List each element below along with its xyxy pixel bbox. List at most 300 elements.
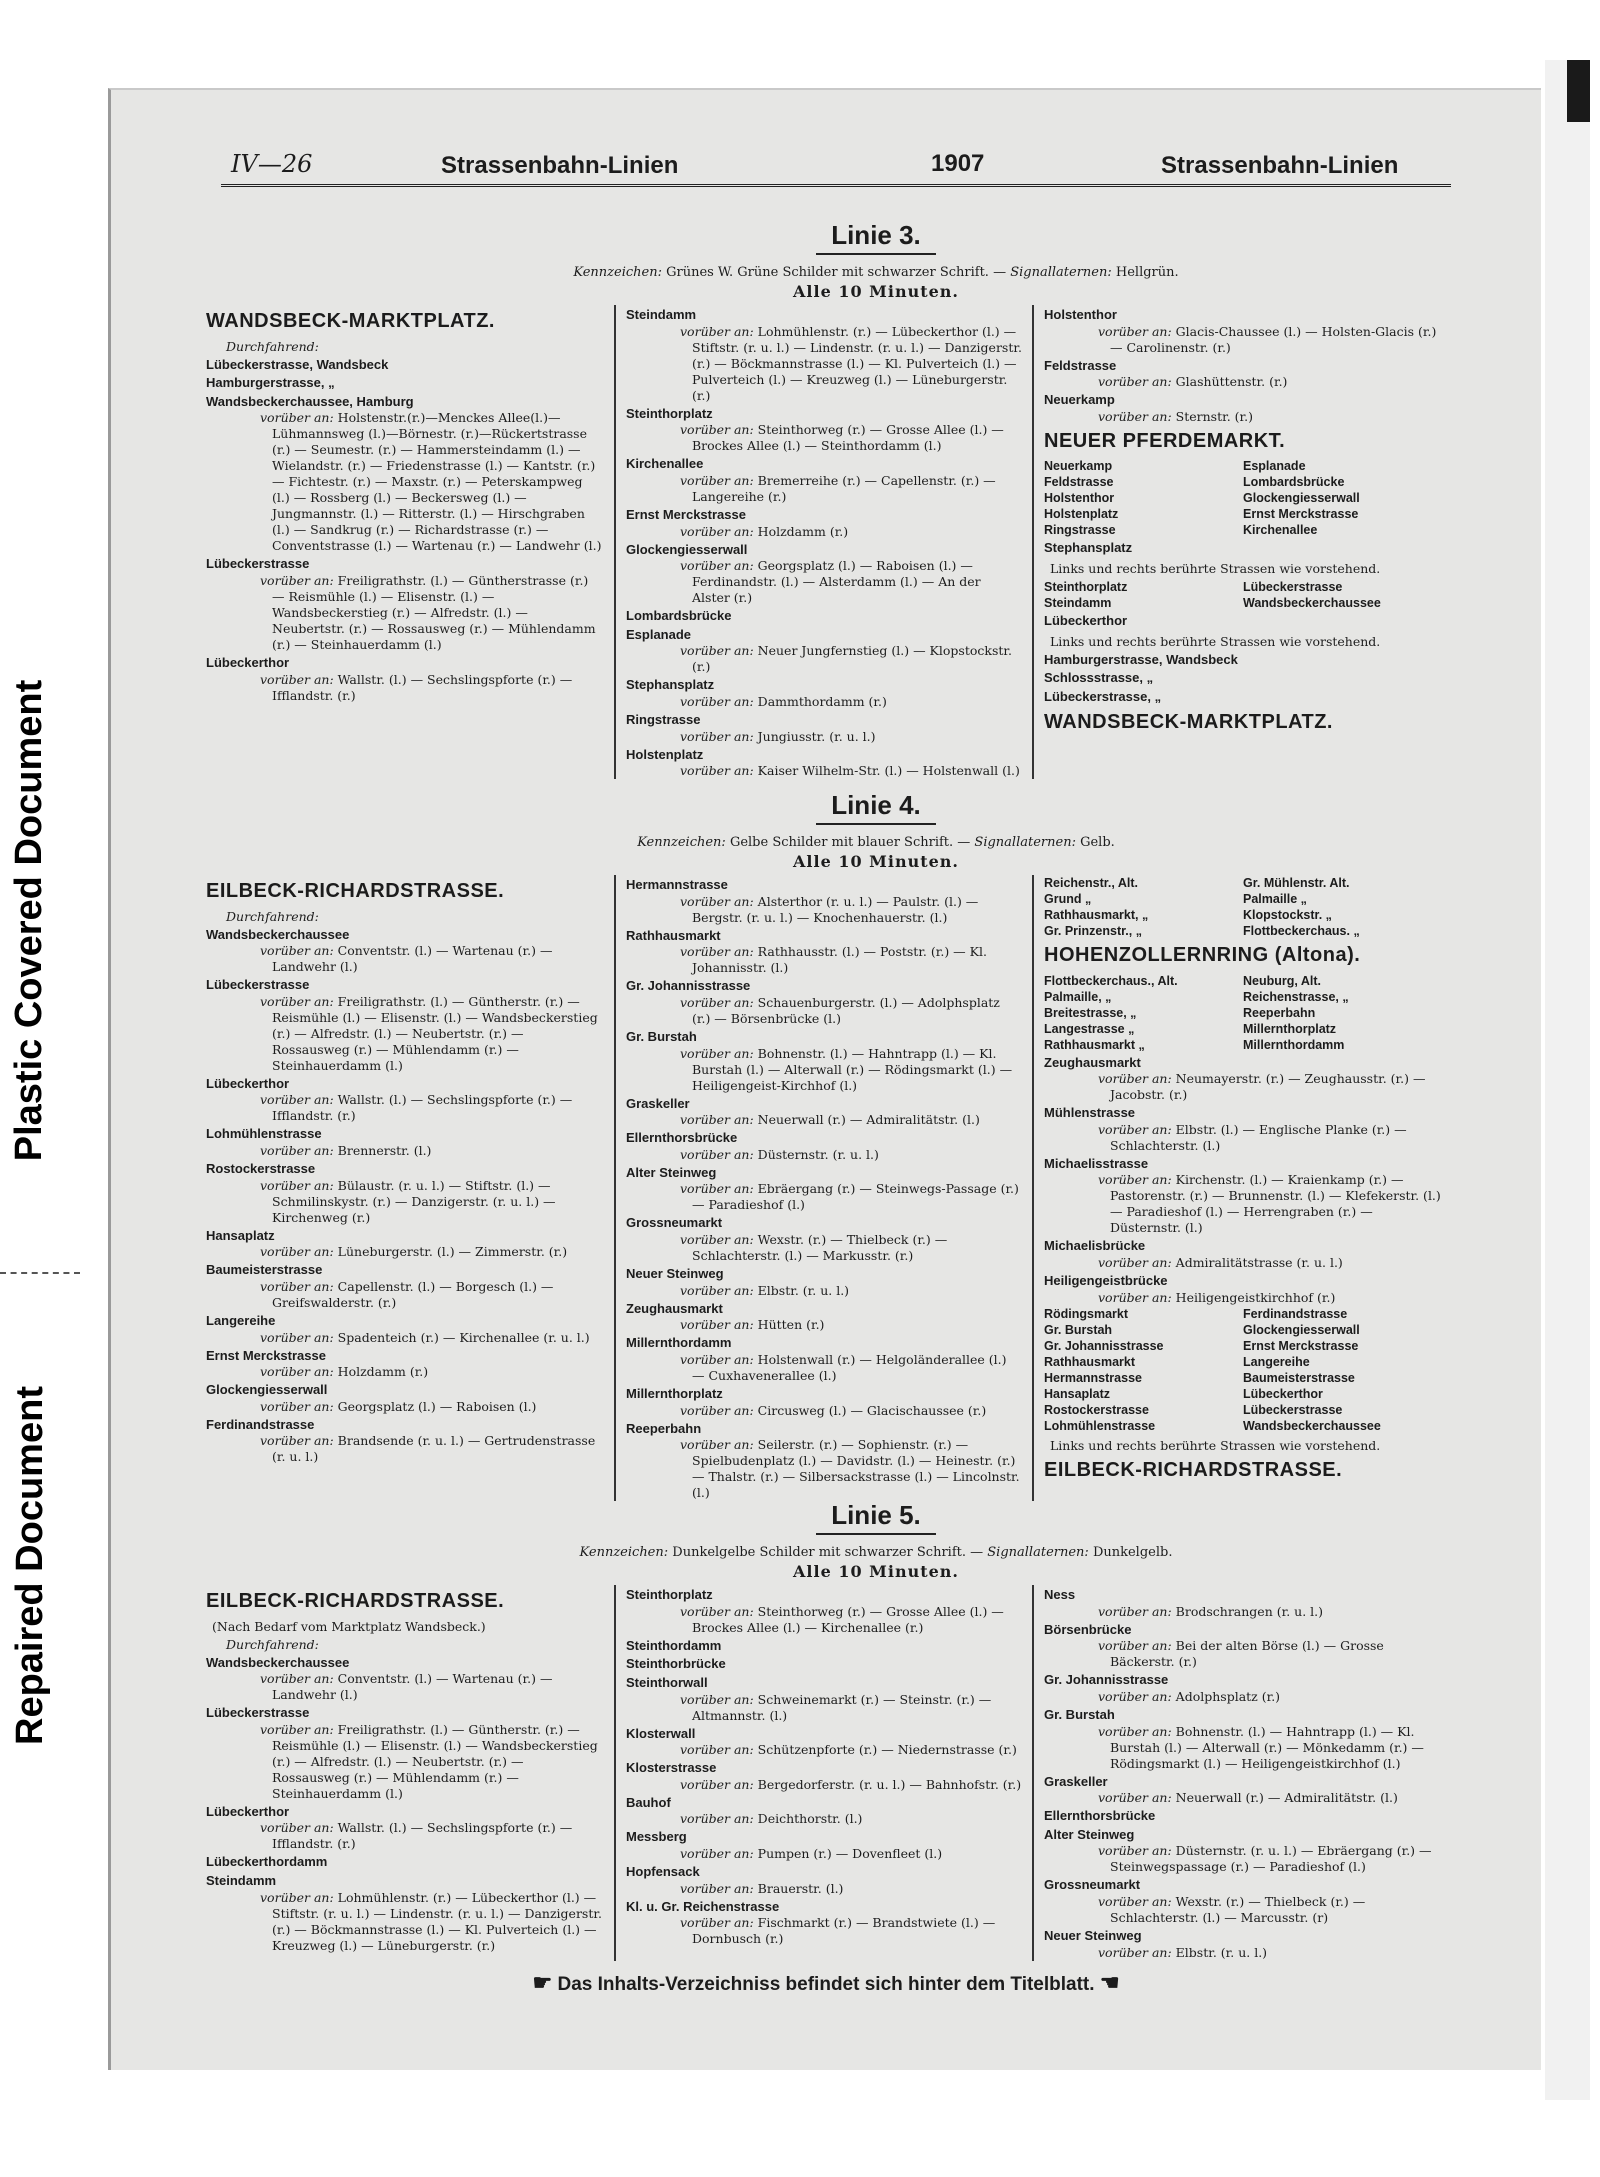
stop-name: Steinthorplatz — [1044, 580, 1128, 595]
stop-name: Feldstrasse — [1044, 357, 1117, 373]
stop-pair — [1044, 1322, 1442, 1338]
stop-name: Lübeckerstrasse, Wandsbeck — [206, 356, 389, 372]
stop-name: Neuerkamp — [1044, 459, 1113, 474]
via-label: vorüber an: — [260, 1143, 334, 1159]
stop-pair — [1044, 1386, 1442, 1402]
stop-name: Reeperbahn — [626, 1420, 702, 1436]
stop-name: Neuer Steinweg — [626, 1266, 724, 1281]
stop-name: Ringstrasse — [626, 712, 701, 727]
header-title-left: Strassenbahn-Linien — [441, 152, 679, 179]
stop-name: Gr. Johannisstrasse — [626, 978, 751, 994]
via-streets: Kaiser Wilhelm-Str. (l.) — Holstenwall (l.) — [757, 763, 1020, 779]
stop-pair — [1044, 973, 1442, 989]
page-header — [221, 150, 1451, 187]
black-tab — [1567, 60, 1590, 122]
passing-streets — [1044, 1790, 1442, 1806]
passing-streets — [626, 1352, 1022, 1384]
stop-name: Kirchenallee — [1243, 523, 1318, 538]
stop-name: Rathhausmarkt — [626, 927, 721, 943]
passing-streets — [206, 1330, 604, 1346]
passing-streets — [626, 1317, 1022, 1333]
stop-name: Lübeckerstrasse — [206, 556, 310, 572]
route-column-3 — [1034, 305, 1452, 779]
passing-streets — [206, 1279, 604, 1311]
stop-name: Lübeckerthor — [206, 655, 290, 671]
interval: Alle 10 Minuten. — [793, 1562, 959, 1581]
via-streets: Wallstr. (l.) — Sechslingspforte (r.) — Ifflandstr. (r.) — [272, 671, 573, 703]
stop-name: Hermannstrasse — [1044, 1370, 1142, 1385]
stop-name: Wandsbeckerchaussee — [206, 926, 350, 942]
via-streets: Neuerwall (r.) — Admiralitätstr. (l.) — [1175, 1790, 1398, 1806]
via-label: vorüber an: — [680, 1317, 754, 1333]
stop-name: Langestrasse „ — [1044, 1021, 1135, 1036]
route-column-1 — [196, 1585, 614, 1961]
passing-streets — [626, 944, 1022, 976]
via-streets: Brennerstr. (l.) — [337, 1143, 432, 1159]
passing-streets — [626, 1232, 1022, 1264]
stop-name: Hansaplatz — [206, 1227, 275, 1243]
line-title: Linie 5. — [816, 1500, 936, 1535]
via-streets: Wallstr. (l.) — Sechslingspforte (r.) — Ifflandstr. (r.) — [272, 1092, 573, 1124]
via-streets: Georgsplatz (l.) — Raboisen (l.) — Ferdinandstr. (l.) — Alsterdamm (l.) — An der Alster (r.) — [692, 558, 981, 606]
route-column-1 — [196, 875, 614, 1501]
signal-label: Signallaternen: — [987, 1545, 1089, 1560]
header-year: 1907 — [931, 150, 985, 177]
via-streets: Schauenburgerstr. (l.) — Adolphsplatz (r.) — Börsenbrücke (l.) — [692, 994, 1000, 1026]
stop-name: Kirchenallee — [626, 456, 704, 472]
via-label: vorüber an: — [680, 523, 754, 539]
passing-streets — [1044, 1638, 1442, 1670]
passing-streets — [1044, 1071, 1442, 1103]
via-label: vorüber an: — [680, 694, 754, 709]
via-streets: Circusweg (l.) — Glacischaussee (r.) — [757, 1402, 987, 1418]
line-title: Linie 3. — [816, 220, 936, 255]
via-label: vorüber an: — [680, 1402, 754, 1418]
stop-name: Glockengiesserwall — [626, 541, 748, 557]
stop-pair — [1044, 875, 1442, 891]
stop-name: Alter Steinweg — [626, 1164, 717, 1180]
stop-name: Ernst Merckstrasse — [1243, 1338, 1359, 1353]
stop-name: Reichenstr., Alt. — [1044, 876, 1139, 890]
signal-text: Hellgrün. — [1115, 265, 1179, 280]
terminus-heading: HOHENZOLLERNRING (Altona). — [1044, 944, 1361, 966]
passing-streets — [1044, 409, 1442, 425]
route-columns — [196, 875, 1556, 1501]
footer-text: Das Inhalts-Verzeichniss befindet sich hinter dem Titelblatt. — [557, 1974, 1095, 1995]
via-label: vorüber an: — [260, 1721, 334, 1737]
stop-name: Graskeller — [1044, 1773, 1108, 1789]
via-streets: Admiralitätstrasse (r. u. l.) — [1175, 1255, 1343, 1271]
stop-name: Glockengiesserwall — [1243, 491, 1360, 506]
via-streets: Elbstr. (r. u. l.) — [757, 1282, 850, 1298]
repaired-label: Repaired Document — [8, 1385, 51, 1745]
via-streets: Ebräergang (r.) — Steinwegs-Passage (r.) — Paradieshof (l.) — [692, 1181, 1019, 1213]
passing-streets — [206, 573, 604, 653]
route-column-3 — [1034, 1585, 1452, 1961]
stop-name: Klosterstrasse — [626, 1760, 717, 1776]
passing-streets — [626, 1181, 1022, 1213]
kennzeichen-label: Kennzeichen: — [573, 265, 662, 280]
stop-name: Ferdinandstrasse — [1243, 1306, 1348, 1321]
via-label: vorüber an: — [680, 1181, 754, 1197]
passing-streets — [1044, 1604, 1442, 1620]
via-streets: Schweinemarkt (r.) — Steinstr. (r.) — Altmannstr. (l.) — [692, 1691, 992, 1723]
stop-pair — [1044, 490, 1442, 506]
terminus-heading: EILBECK-RICHARDSTRASSE. — [206, 1590, 505, 1612]
signal-text: Dunkelgelb. — [1092, 1545, 1173, 1560]
passing-streets — [206, 1244, 604, 1260]
passing-streets — [626, 1742, 1022, 1758]
stop-pair — [1044, 923, 1442, 939]
via-label: vorüber an: — [680, 1846, 754, 1861]
through-label: Durchfahrend: — [226, 1636, 319, 1652]
stop-name: Lohmühlenstrasse — [1044, 1418, 1156, 1433]
stop-name: Holstenthor — [1044, 491, 1115, 506]
stop-pair — [1044, 907, 1442, 923]
kennzeichen-label: Kennzeichen: — [579, 1545, 669, 1560]
stop-name: Rathhausmarkt, „ — [1044, 908, 1149, 922]
interval: Alle 10 Minuten. — [793, 852, 959, 871]
line-title: Linie 4. — [816, 790, 936, 825]
stop-name: Lübeckerstrasse — [1243, 580, 1343, 595]
via-streets: Conventstr. (l.) — Wartenau (r.) — Landwehr (l.) — [272, 943, 553, 975]
stop-name: Heiligengeistbrücke — [1044, 1273, 1168, 1289]
via-streets: Holzdamm (r.) — [337, 1364, 429, 1380]
passing-streets — [206, 943, 604, 975]
passing-streets — [206, 1722, 604, 1802]
passing-streets — [626, 1692, 1022, 1724]
via-streets: Düsternstr. (r. u. l.) — Ebräergang (r.) — Steinwegspassage (r.) — Paradieshof (l.) — [1110, 1843, 1432, 1875]
passing-streets — [626, 524, 1022, 540]
via-label: vorüber an: — [260, 1329, 334, 1345]
passing-streets — [206, 1671, 604, 1703]
stop-name: Wandsbeckerchaussee — [206, 1654, 350, 1670]
route-note: Links und rechts berührte Strassen wie vorstehend. — [1050, 633, 1381, 649]
via-label: vorüber an: — [260, 1671, 334, 1687]
via-label: vorüber an: — [1098, 1638, 1172, 1654]
stop-name: Klosterwall — [626, 1725, 696, 1741]
via-streets: Sternstr. (r.) — [1175, 408, 1253, 424]
passing-streets — [206, 672, 604, 704]
passing-streets — [206, 410, 604, 554]
via-streets: Elbstr. (l.) — Englische Planke (r.) — Schlachterstr. (l.) — [1110, 1121, 1407, 1153]
through-label: Durchfahrend: — [226, 338, 319, 354]
passing-streets — [206, 1890, 604, 1954]
stop-name: Lübeckerstrasse — [206, 977, 310, 993]
stop-name: Hermannstrasse — [626, 877, 728, 892]
via-streets: Lohmühlenstr. (r.) — Lübeckerthor (l.) — Stiftstr. (r. u. l.) — Lindenstr. (r. u. l.) — Danzigerstr. (r.) — Böckmannstrasse (l.) — Kl. Pulverteich (l.) — Pulverteich (l.) — Kreuzweg (l.) — Lüneburgerstr. (r.) — [692, 323, 1022, 403]
stop-pair — [1044, 1402, 1442, 1418]
via-label: vorüber an: — [1098, 1944, 1172, 1960]
via-label: vorüber an: — [680, 1351, 754, 1367]
stop-name: Neuburg, Alt. — [1243, 973, 1322, 988]
stop-name: Flottbeckerchaus. „ — [1243, 924, 1360, 938]
stop-name: Klopstockstr. „ — [1243, 908, 1332, 922]
passing-streets — [1044, 1843, 1442, 1875]
via-streets: Alsterthor (r. u. l.) — Paulstr. (l.) — Bergstr. (r. u. l.) — Knochenhauerstr. (l.) — [692, 893, 979, 925]
via-streets: Glashüttenstr. (r.) — [1175, 374, 1288, 390]
kennzeichen — [196, 835, 1556, 850]
via-label: vorüber an: — [260, 1177, 334, 1193]
via-streets: Holzdamm (r.) — [757, 523, 849, 539]
stop-name: Rathhausmarkt — [1044, 1354, 1135, 1369]
stop-name: Ernst Merckstrasse — [626, 506, 746, 522]
passing-streets — [626, 1846, 1022, 1862]
via-label: vorüber an: — [680, 1691, 754, 1707]
via-label: vorüber an: — [680, 1742, 754, 1758]
passing-streets — [626, 473, 1022, 505]
stop-name: Gr. Johannisstrasse — [1044, 1338, 1164, 1353]
linie-3-section — [196, 220, 1556, 779]
stop-name: Lübeckerthor — [206, 1803, 290, 1819]
stop-name: Langereihe — [1243, 1354, 1310, 1369]
passing-streets — [626, 1811, 1022, 1827]
via-streets: Lohmühlenstr. (r.) — Lübeckerthor (l.) — Stiftstr. (r. u. l.) — Lindenstr. (r. u. l.) — Danzigerstr. (r.) — Böckmannstrasse (l.) — Kl. Pulverteich (l.) — Kreuzweg (l.) — Lüneburgerstr. (r.) — [272, 1889, 602, 1953]
via-label: vorüber an: — [680, 1437, 754, 1453]
stop-name: Flottbeckerchaus., Alt. — [1044, 973, 1178, 988]
via-streets: Neuer Jungfernstieg (l.) — Klopstockstr. (r.) — [692, 643, 1012, 675]
via-streets: Brandsende (r. u. l.) — Gertrudenstrasse (r. u. l.) — [272, 1433, 596, 1465]
stop-name: Lohmühlenstrasse — [206, 1126, 322, 1142]
via-streets: Rathhausstr. (l.) — Poststr. (r.) — Kl. Johannisstr. (l.) — [692, 944, 987, 976]
stop-name: Wandsbeckerchaussee — [1243, 596, 1381, 611]
stop-name: Bauhof — [626, 1794, 671, 1810]
stop-name: Hamburgerstrasse, Wandsbeck — [1044, 651, 1238, 667]
stop-name: Steindamm — [1044, 596, 1112, 611]
via-streets: Neumayerstr. (r.) — Zeughausstr. (r.) — Jacobstr. (r.) — [1110, 1071, 1426, 1103]
via-streets: Georgsplatz (l.) — Raboisen (l.) — [337, 1398, 537, 1414]
stop-name: Lübeckerstrasse, „ — [1044, 688, 1162, 704]
stop-name: Steinthorbrücke — [626, 1656, 726, 1672]
stop-name: Michaelisbrücke — [1044, 1238, 1146, 1254]
via-streets: Glacis-Chaussee (l.) — Holsten-Glacis (r.) — Carolinenstr. (r.) — [1110, 323, 1437, 355]
stop-pair — [1044, 474, 1442, 490]
stop-name: Langereihe — [206, 1312, 276, 1328]
via-streets: Freiligrathstr. (l.) — Güntherstrasse (r.) — Reismühle (l.) — Elisenstr. (l.) — Wandsbeckerstieg (r.) — Alfredstr. (l.) — Neubertstr. (r.) — Rossausweg (r.) — Mühlendamm (r.) — Steinhauerdamm (l.) — [272, 573, 596, 653]
via-streets: Holstenstr.(r.)—Menckes Allee(l.)—Lühmannsweg (l.)—Börnestr. (r.)—Rückertstrasse (r.) — Seumestr. (r.) — Hammersteindamm (l.) — Wielandstr. (r.) — Friedenstrasse (l.) — Kantstr. (r.) — Fichtestr. (r.) — Maxstr. (r.) — Peterskampweg (l.) — Rossberg (l.) — Beckersweg (l.) — Jungmannstr. (l.) — Ritterstr. (l.) — Hirschgraben (l.) — Sandkrug (r.) — Richardstrasse (r.) — Conventstrasse (l.) — Wartenau (r.) — Landwehr (l.) — [272, 410, 602, 554]
stop-name: Lübeckerthor — [1243, 1386, 1323, 1401]
route-columns — [196, 1585, 1556, 1961]
stop-pair — [1044, 522, 1442, 538]
via-streets: Adolphsplatz (r.) — [1175, 1688, 1281, 1704]
stop-name: Ferdinandstrasse — [206, 1416, 315, 1432]
via-label: vorüber an: — [1098, 1289, 1172, 1305]
passing-streets — [626, 763, 1022, 779]
footer-note — [111, 1970, 1541, 1996]
stop-name: Gr. Johannisstrasse — [1044, 1672, 1169, 1688]
stop-name: Gr. Burstah — [626, 1028, 697, 1044]
via-label: vorüber an: — [680, 893, 754, 909]
stop-name: Stephansplatz — [626, 677, 715, 693]
stop-name: Zeughausmarkt — [1044, 1054, 1141, 1070]
stop-name: Breitestrasse, „ — [1044, 1005, 1137, 1020]
kennzeichen — [196, 1545, 1556, 1560]
passing-streets — [626, 1112, 1022, 1128]
via-streets: Hütten (r.) — [757, 1317, 825, 1333]
route-note: Links und rechts berührte Strassen wie vorstehend. — [1050, 561, 1381, 577]
via-label: vorüber an: — [260, 1820, 334, 1836]
via-label: vorüber an: — [1098, 1723, 1172, 1739]
stop-name: Neuerkamp — [1044, 392, 1115, 408]
plastic-covered-label: Plastic Covered Document — [8, 679, 51, 1161]
stop-name: Grossneumarkt — [626, 1215, 723, 1231]
passing-streets — [1044, 1122, 1442, 1154]
stop-pair — [1044, 1370, 1442, 1386]
via-streets: Bergedorferstr. (r. u. l.) — Bahnhofstr. (r.) — [757, 1776, 1022, 1792]
via-streets: Wexstr. (r.) — Thielbeck (r.) — Schlachterstr. (l.) — Markusstr. (r.) — [692, 1232, 948, 1263]
stop-name: Ernst Merckstrasse — [206, 1347, 326, 1363]
passing-streets — [1044, 1894, 1442, 1926]
pointing-hand-left-icon: ☚ — [1099, 1970, 1120, 1995]
stop-name: Palmaille „ — [1243, 892, 1307, 906]
passing-streets — [206, 994, 604, 1074]
passing-streets — [1044, 1172, 1442, 1236]
stop-name: Kl. u. Gr. Reichenstrasse — [626, 1898, 780, 1914]
passing-streets — [1044, 1724, 1442, 1772]
via-streets: Deichthorstr. (l.) — [757, 1811, 863, 1827]
via-label: vorüber an: — [680, 944, 754, 960]
stop-name: Gr. Burstah — [1044, 1706, 1115, 1722]
stop-name: Schlossstrasse, „ — [1044, 670, 1154, 686]
via-streets: Elbstr. (r. u. l.) — [1175, 1944, 1268, 1960]
via-label: vorüber an: — [680, 472, 754, 488]
page-number: IV—26 — [231, 150, 313, 178]
side-divider — [0, 1272, 80, 1274]
via-streets: Wexstr. (r.) — Thielbeck (r.) — Schlachterstr. (l.) — Marcusstr. (r) — [1110, 1894, 1366, 1925]
passing-streets — [626, 1437, 1022, 1501]
passing-streets — [1044, 1255, 1442, 1271]
via-label: vorüber an: — [260, 1244, 334, 1260]
stop-pair — [1044, 1021, 1442, 1037]
stop-pair — [1044, 579, 1442, 595]
route-column-1 — [196, 305, 614, 779]
passing-streets — [626, 1604, 1022, 1636]
via-streets: Fischmarkt (r.) — Brandstwiete (l.) — Dornbusch (r.) — [692, 1915, 996, 1947]
stop-name: Steindamm — [206, 1873, 277, 1889]
stop-name: Ellernthorsbrücke — [626, 1130, 738, 1146]
signal-text: Gelb. — [1080, 835, 1115, 850]
via-streets: Freiligrathstr. (l.) — Güntherstr. (r.) — Reismühle (l.) — Elisenstr. (l.) — Wandsbeckerstieg (r.) — Alfredstr. (l.) — Neubertstr. (r.) — Rossausweg (r.) — Mühlendamm (r.) — Steinhauerdamm (l.) — [272, 1721, 598, 1801]
passing-streets — [626, 324, 1022, 404]
passing-streets — [206, 1143, 604, 1159]
stop-pair — [1044, 891, 1442, 907]
stop-name: Gr. Burstah — [1044, 1322, 1113, 1337]
via-label: vorüber an: — [1098, 1688, 1172, 1704]
via-streets: Pumpen (r.) — Dovenfleet (l.) — [757, 1846, 943, 1861]
stop-name: Steinthorwall — [626, 1674, 708, 1690]
terminus-heading: EILBECK-RICHARDSTRASSE. — [1044, 1458, 1343, 1481]
via-label: vorüber an: — [260, 1889, 334, 1905]
via-label: vorüber an: — [680, 1915, 754, 1931]
stop-name: Rostockerstrasse — [1044, 1402, 1149, 1417]
header-title-right: Strassenbahn-Linien — [1161, 152, 1399, 179]
stop-name: Alter Steinweg — [1044, 1826, 1135, 1842]
via-streets: Steinthorweg (r.) — Grosse Allee (l.) — Brockes Allee (l.) — Steinthordamm (l.) — [692, 422, 1004, 454]
route-column-2 — [614, 875, 1034, 1501]
passing-streets — [626, 1046, 1022, 1094]
stop-name: Rathhausmarkt „ — [1044, 1037, 1145, 1052]
passing-streets — [626, 422, 1022, 454]
stop-name: Lübeckerthordamm — [206, 1854, 328, 1870]
via-label: vorüber an: — [260, 943, 334, 959]
linie-4-section — [196, 790, 1556, 1501]
via-label: vorüber an: — [1098, 1894, 1172, 1909]
via-streets: Schützenpforte (r.) — Niedernstrasse (r.) — [757, 1742, 1017, 1758]
passing-streets — [206, 1820, 604, 1852]
passing-streets — [626, 995, 1022, 1027]
stop-pair — [1044, 1037, 1442, 1053]
passing-streets — [206, 1399, 604, 1415]
stop-name: Hamburgerstrasse, „ — [206, 375, 335, 391]
via-label: vorüber an: — [680, 1811, 754, 1827]
stop-name: Ernst Merckstrasse — [1243, 507, 1359, 522]
via-label: vorüber an: — [680, 1776, 754, 1792]
via-label: vorüber an: — [260, 671, 334, 687]
passing-streets — [1044, 1689, 1442, 1705]
via-label: vorüber an: — [260, 993, 334, 1009]
via-streets: Holstenwall (r.) — Helgoländerallee (l.) — Cuxhavenerallee (l.) — [692, 1351, 1007, 1383]
stop-pair — [1044, 1306, 1442, 1322]
stop-name: Grund „ — [1044, 892, 1092, 906]
route-column-2 — [614, 305, 1034, 779]
via-streets: Capellenstr. (l.) — Borgesch (l.) — Greifswalderstr. (r.) — [272, 1278, 554, 1310]
via-label: vorüber an: — [1098, 408, 1172, 424]
via-streets: Bohnenstr. (l.) — Hahntrapp (l.) — Kl. Burstah (l.) — Alterwall (r.) — Mönkedamm (r.) — Rödingsmarkt (l.) — Heiligengeistkirchhof (l.) — [1110, 1723, 1424, 1771]
via-streets: Lüneburgerstr. (l.) — Zimmerstr. (r.) — [337, 1244, 568, 1260]
via-label: vorüber an: — [680, 1603, 754, 1619]
route-note: (Nach Bedarf vom Marktplatz Wandsbeck.) — [212, 1618, 486, 1634]
via-label: vorüber an: — [260, 1092, 334, 1108]
stop-name: Esplanade — [626, 626, 692, 642]
passing-streets — [626, 558, 1022, 606]
via-label: vorüber an: — [680, 1045, 754, 1061]
kennzeichen-text: Dunkelgelbe Schilder mit schwarzer Schrift. — — [672, 1545, 984, 1560]
via-streets: Dammthordamm (r.) — [757, 694, 887, 709]
stop-name: Steinthorplatz — [626, 1587, 713, 1602]
stop-name: Lübeckerthor — [1044, 613, 1128, 629]
stop-name: Holstenthor — [1044, 307, 1117, 322]
route-column-2 — [614, 1585, 1034, 1961]
passing-streets — [626, 1777, 1022, 1793]
stop-name: Reichenstrasse, „ — [1243, 989, 1349, 1004]
terminus-heading: WANDSBECK-MARKTPLATZ. — [206, 310, 495, 332]
passing-streets — [206, 1364, 604, 1380]
stop-pair — [1044, 458, 1442, 474]
passing-streets — [626, 1403, 1022, 1419]
route-note: Links und rechts berührte Strassen wie vorstehend. — [1050, 1437, 1381, 1453]
via-streets: Bülaustr. (r. u. l.) — Stiftstr. (l.) — Schmilinskystr. (r.) — Danzigerstr. (r. u. l.) — Kirchenweg (r.) — [272, 1177, 556, 1225]
via-label: vorüber an: — [1098, 1790, 1172, 1806]
via-streets: Brauerstr. (l.) — [757, 1880, 844, 1896]
interval: Alle 10 Minuten. — [793, 282, 959, 301]
stop-name: Esplanade — [1243, 459, 1306, 474]
stop-pair — [1044, 506, 1442, 522]
stop-name: Steinthordamm — [626, 1637, 722, 1653]
stop-name: Lombardsbrücke — [1243, 475, 1345, 490]
stop-name: Ellernthorsbrücke — [1044, 1808, 1156, 1824]
via-streets: Steinthorweg (r.) — Grosse Allee (l.) — Brockes Allee (l.) — Kirchenallee (r.) — [692, 1603, 1004, 1635]
via-streets: Bei der alten Börse (l.) — Grosse Bäckerstr. (r.) — [1110, 1638, 1384, 1670]
stop-name: Stephansplatz — [1044, 540, 1133, 556]
via-label: vorüber an: — [260, 1433, 334, 1449]
passing-streets — [626, 1881, 1022, 1897]
stop-pair — [1044, 1338, 1442, 1354]
via-label: vorüber an: — [680, 1282, 754, 1298]
terminus-heading: WANDSBECK-MARKTPLATZ. — [1044, 710, 1333, 733]
side-label-top — [0, 640, 60, 1200]
stop-name: Börsenbrücke — [1044, 1621, 1132, 1637]
stop-name: Ringstrasse — [1044, 523, 1116, 538]
